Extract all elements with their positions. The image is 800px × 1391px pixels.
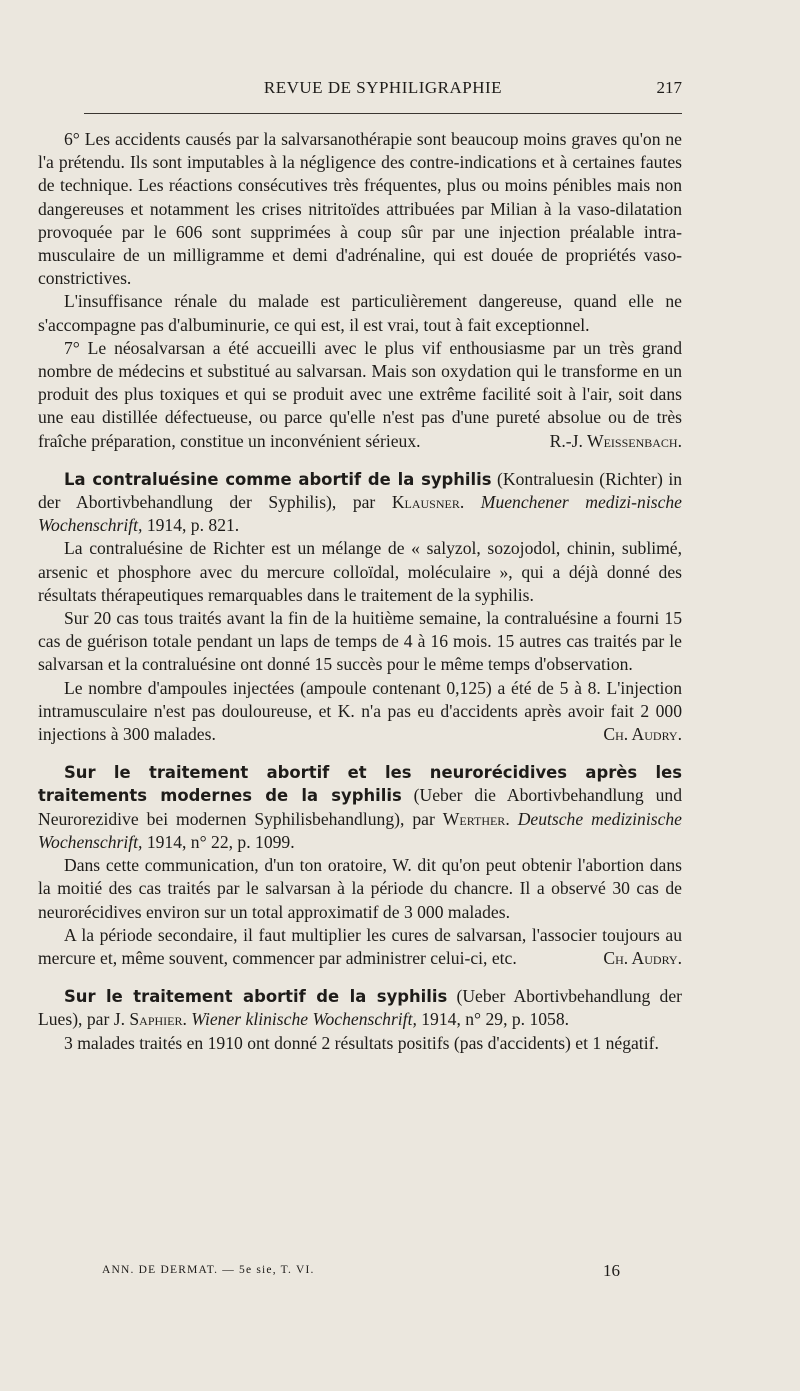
paragraph [38, 337, 682, 453]
paragraph: 6° Les accidents causés par la salvarsanothérapie sont beaucoup moins graves qu'on ne l'a prétendu. Ils sont imputables à la négligence des contre-indications et à certaines fautes de technique. Les réactions consécutives très fréquentes, plus ou moins pénibles mais non dangereuses et notamment les crises nitritoïdes attribuées par Milian à la vaso-dilatation provoquée par le 606 sont supprimées à coup sûr par une injection préalable intra-musculaire de un milligramme et demi d'adrénaline, qui est douée de propriétés vaso-constrictives. [38, 129, 682, 289]
article-title: La contraluésine comme abortif de la syphilis [64, 469, 492, 489]
paragraph [38, 677, 682, 747]
paragraph: Sur 20 cas tous traités avant la fin de la huitième semaine, la contraluésine a fourni 15 cas de guérison totale pendant un laps de temps de 4 à 16 mois. 15 autres cas traités par le salvarsan et la contraluésine ont donné 15 succès pour le même temps d'observation. [38, 608, 682, 675]
article-heading: Sur le traitement abortif de la syphilis (Ueber Abortivbehandlung der Lues), par J. Saphier. Wiener klinische Wochenschrift, 1914, n° 29, p. 1058. [38, 986, 682, 1030]
paragraph-text: 7° Le néosalvarsan a été accueilli avec le plus vif enthousiasme par un très grand nombre de médecins et substitué au salvarsan. Mais son oxydation qui le transforme en un produit des plus toxiques et qui se produit avec une extrême facilité soit à l'air, soit dans une eau distillée défectueuse, ou parce qu'elle n'est pas d'une pureté absolue ou de très fraîche préparation, constitue un inconvénient sérieux. [38, 337, 682, 451]
signature: R.-J. Weissenbach. [549, 430, 682, 451]
paragraph [38, 924, 682, 970]
page-footer [102, 1261, 620, 1283]
paragraph: Dans cette communication, d'un ton oratoire, W. dit qu'on peut obtenir l'abortion dans la moitié des cas traités par le salvarsan à la période du chancre. Il a observé 30 cas de neurorécidives environ sur un total approximatif de 3 000 malades. [38, 855, 682, 922]
signature-mark: 16 [603, 1261, 620, 1280]
page-number: 217 [656, 78, 682, 97]
reference-tail: 1914, p. 821. [142, 515, 240, 536]
article-heading: La contraluésine comme abortif de la syphilis (Kontraluesin (Richter) in der Abortivbehandlung der Syphilis), par Klausner. Muenchener medizi-nische Wochenschrift, 1914, p. 821. [38, 468, 682, 536]
article-reference: (Ueber die Abortivbehandlung und Neurorezidive bei modernen Syphilisbehandlung), par [38, 785, 682, 829]
signature: Ch. Audry. [603, 947, 682, 968]
paragraph-text: A la période secondaire, il faut multiplier les cures de salvarsan, l'associer toujours au mercure et, même souvent, commencer par administrer celui-ci, etc. [38, 924, 682, 968]
journal-abbreviation: ANN. DE DERMAT. — 5e sie, T. VI. [102, 1264, 315, 1276]
article-title: Sur le traitement abortif de la syphilis [64, 987, 448, 1007]
reference-tail: 1914, n° 22, p. 1099. [142, 831, 295, 852]
page-header [84, 78, 682, 104]
article-author: Werther [442, 808, 506, 829]
article-author: Klausner [391, 492, 460, 513]
header-rule [84, 113, 682, 114]
signature: Ch. Audry. [603, 724, 682, 745]
paragraph: La contraluésine de Richter est un mélange de « salyzol, sozojodol, chinin, sublimé, arsenic et phosphore avec du mercure colloïdal, moléculaire », qui a déjà donné des résultats thérapeutiques remarquables dans le traitement de la syphilis. [38, 538, 682, 605]
article-reference: (Kontraluesin (Richter) in der Abortivbehandlung der Syphilis), par [38, 468, 682, 513]
paragraph: L'insuffisance rénale du malade est particulièrement dangereuse, quand elle ne s'accompagne pas d'albuminurie, ce qui est, il est vrai, tout à fait exceptionnel. [38, 291, 682, 335]
article-heading: Sur le traitement abortif et les neurorécidives après les traitements modernes de la syphilis (Ueber die Abortivbehandlung und Neurorezidive bei modernen Syphilisbehandlung), par Werther. Deutsche medizinische Wochenschrift, 1914, n° 22, p. 1099. [38, 763, 682, 852]
article-reference: (Ueber Abortivbehandlung der Lues), par [38, 986, 682, 1030]
journal-name: Wiener klinische Wochenschrift, [191, 1009, 417, 1030]
article-title: Sur le traitement abortif et les neurorécidives après les traitements modernes de la syphilis [38, 763, 682, 806]
paragraph: 3 malades traités en 1910 ont donné 2 résultats positifs (pas d'accidents) et 1 négatif. [64, 1032, 659, 1053]
article-author: J. Saphier [113, 1009, 183, 1030]
reference-tail: 1914, n° 29, p. 1058. [416, 1009, 570, 1030]
running-title: REVUE DE SYPHILIGRAPHIE [263, 78, 503, 97]
journal-name: Muenchener medizi-nische Wochenschrift, [38, 492, 682, 536]
page-body [38, 128, 682, 1055]
paragraph-text: Le nombre d'ampoules injectées (ampoule contenant 0,125) a été de 5 à 8. L'injection intramusculaire n'est pas douloureuse, et K. n'a pas eu d'accidents après avoir fait 2 000 injections à 300 malades. [38, 677, 682, 745]
journal-name: Deutsche medizinische Wochenschrift, [38, 808, 682, 852]
